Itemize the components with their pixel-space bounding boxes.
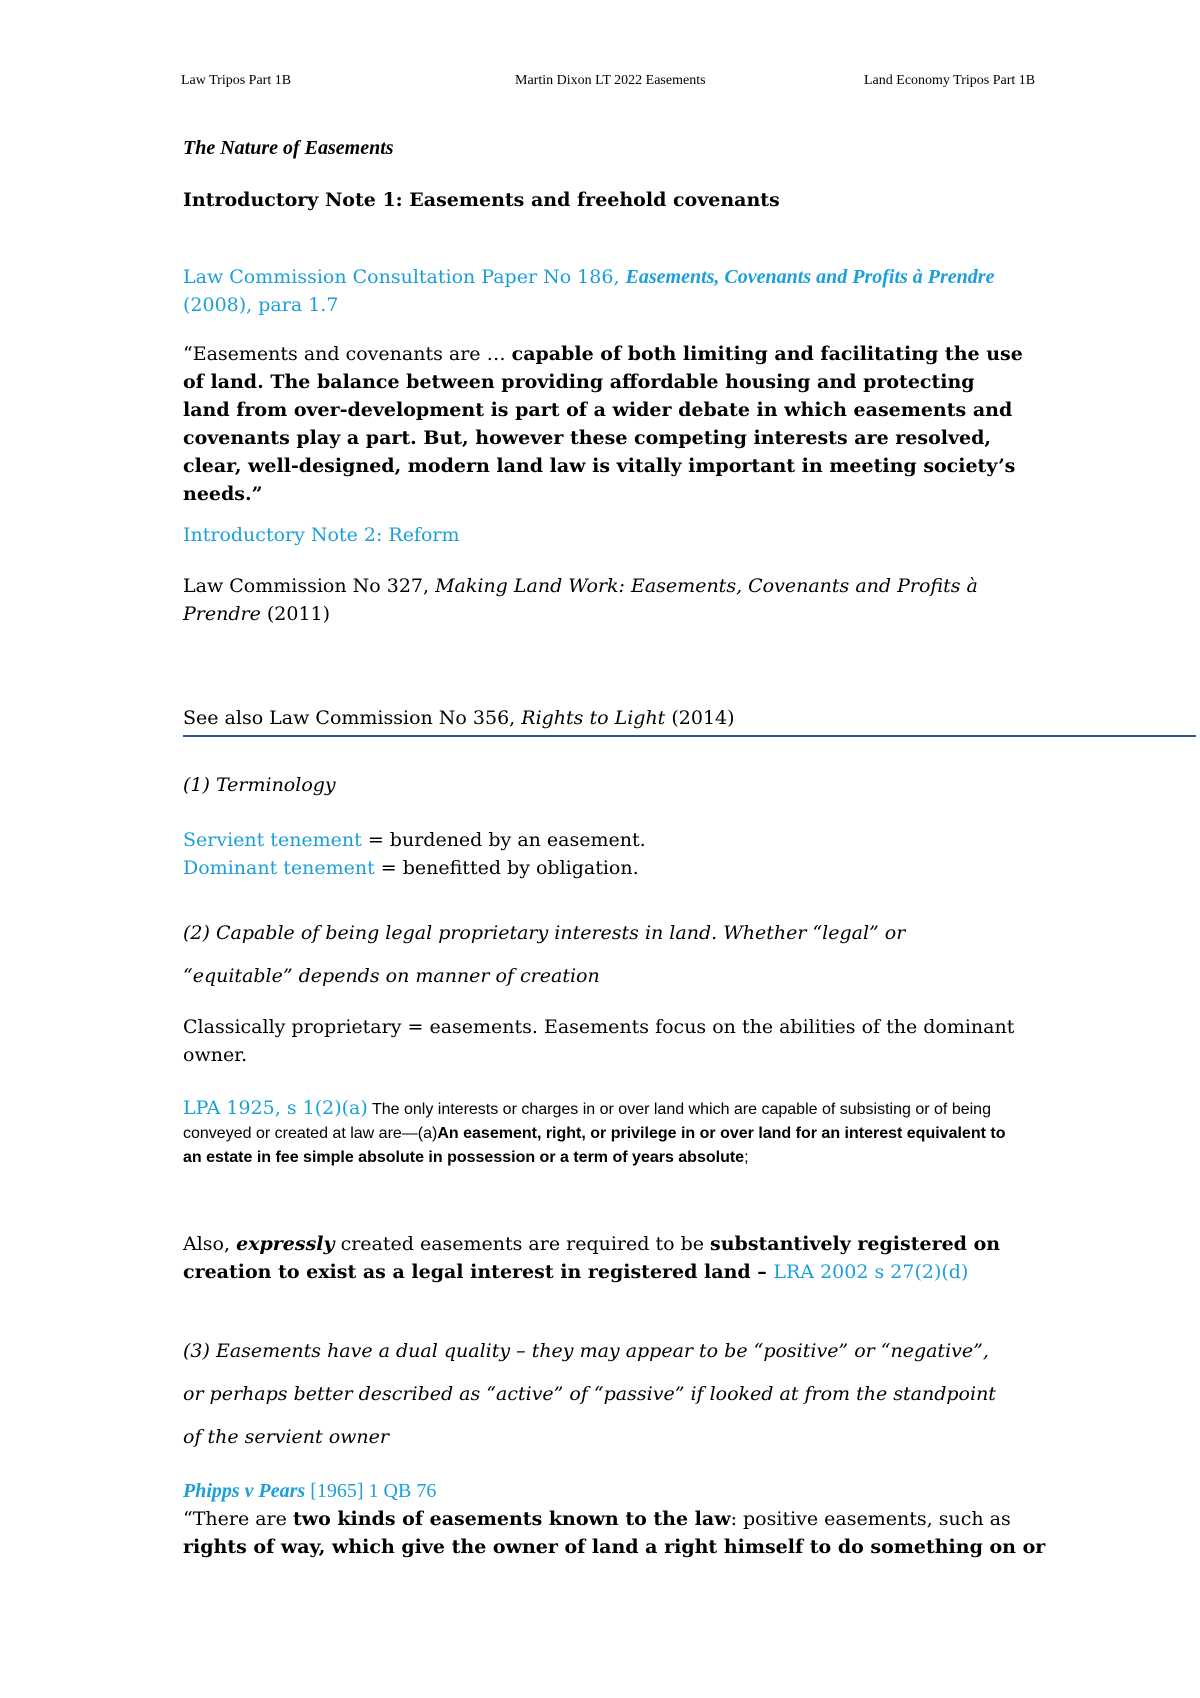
lawcom-186-citation [183,263,1023,319]
intro-note-1-heading: Introductory Note 1: Easements and freehold covenants [183,189,780,211]
lpa-provision [183,1097,1013,1169]
lra-reference: LRA 2002 s 27(2)(d) [773,1261,969,1283]
lawcom-356-title: Rights to Light [521,707,666,729]
also-a: Also, [183,1233,237,1255]
phipps-case-heading [183,1477,1043,1505]
header-right: Land Economy Tripos Part 1B [864,73,1036,88]
phipps-citation: [1965] 1 QB 76 [305,1480,437,1502]
lawcom-186-title: Easements, Covenants and Profits à Prendre [625,266,995,288]
lawcom-327-tail: (2011) [260,603,331,625]
also-paragraph [183,1230,1033,1286]
phipps-quote-line-2: rights of way, which give the owner of land a right himself to do something on or [183,1536,1046,1558]
lawcom-356-lead: See also Law Commission No 356, [183,707,522,729]
header-center: Martin Dixon LT 2022 Easements [515,73,706,88]
section-3-line-2: or perhaps better described as “active” of “passive” if looked at from the standpoint [183,1383,996,1405]
phipps-case-name: Phipps v Pears [183,1480,306,1502]
classically-paragraph: Classically proprietary = easements. Easements focus on the abilities of the dominant owner. [183,1016,1015,1066]
quote2-a: “There are [183,1508,293,1530]
document-title: The Nature of Easements [183,137,394,159]
phipps-quote-line-1 [183,1505,1043,1533]
servient-definition [183,826,1043,854]
servient-def: = burdened by an easement. [361,829,646,851]
quote2-b: two kinds of easements known to the law [292,1508,731,1530]
servient-term: Servient tenement [183,829,362,851]
lpa-text-end: ; [744,1149,749,1166]
lpa-text-plain: The only interests or charges in or over land which are capable of subsisting or of being conveyed or created at law are—(a) [183,1101,991,1142]
section-3-line-3: of the servient owner [183,1426,389,1448]
lawcom-327-title: Making Land Work: Easements, Covenants and Profits à Prendre [183,575,978,625]
section-1-heading: (1) Terminology [183,774,336,796]
quote1-plain: “Easements and covenants are … [183,343,512,365]
lawcom-186-tail: (2008), para 1.7 [183,294,339,316]
lawcom-356-citation [183,704,1043,732]
lpa-reference: LPA 1925, s 1(2)(a) [183,1097,368,1119]
intro-note-2-heading: Introductory Note 2: Reform [183,524,460,546]
section-3-line-1: (3) Easements have a dual quality – they may appear to be “positive” or “negative”, [183,1340,989,1362]
lawcom-327-citation [183,572,1023,628]
quote2-c: : positive easements, such as [730,1508,1011,1530]
horizontal-rule [183,735,1196,737]
header-left: Law Tripos Part 1B [181,73,292,88]
quote1-bold: capable of both limiting and facilitating the use of land. The balance between providing affordable housing and protecting land from over-development is part of a wider debate in which easements and covenants play a part. But, however these competing interests are resolved, clear, well-designed, modern land law is vitally important in meeting society’s needs.” [183,343,1023,505]
lawcom-186-quote [183,340,1023,508]
lawcom-186-lead: Law Commission Consultation Paper No 186, [183,266,626,288]
also-expressly: expressly [236,1233,335,1255]
lpa-text-bold: An easement, right, or privilege in or over land for an interest equivalent to an estate in fee simple absolute in possession or a term of years absolute [183,1125,1006,1166]
dominant-definition [183,854,1043,882]
section-2-line-2: “equitable” depends on manner of creation [183,965,600,987]
dominant-def: = benefitted by obligation. [374,857,639,879]
lawcom-327-lead: Law Commission No 327, [183,575,436,597]
section-2-line-1: (2) Capable of being legal proprietary interests in land. Whether “legal” or [183,922,906,944]
also-c: created easements are required to be [334,1233,711,1255]
lawcom-356-tail: (2014) [665,707,735,729]
dominant-term: Dominant tenement [183,857,375,879]
also-d: substantively registered on creation to exist as a legal interest in registered land – [183,1233,1001,1283]
